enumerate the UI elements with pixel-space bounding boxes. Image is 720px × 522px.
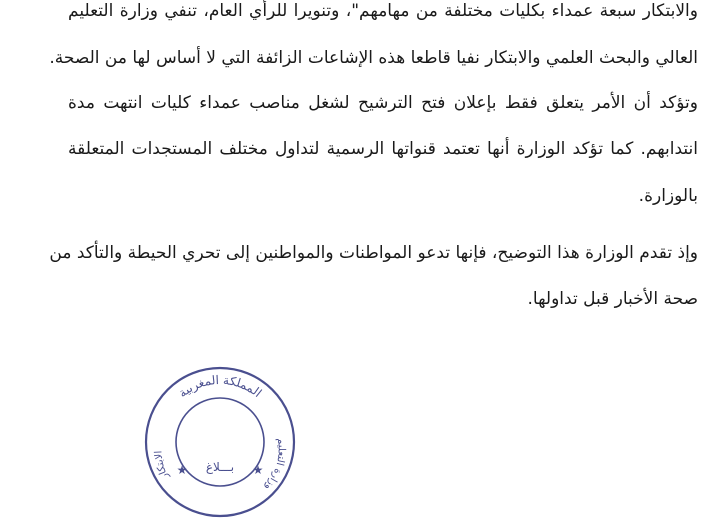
text-line: العالي والبحث العلمي والابتكار نفيا قاطعا هذه الإشاعات الزائفة التي لا أساس لها من الصحة. [49,48,698,68]
stamp-star-right-icon: ★ [252,463,264,477]
text-line: وتؤكد أن الأمر يتعلق فقط بإعلان فتح الترشيح لشغل مناصب عمداء كليات انتهت مدة [68,93,698,113]
text-line: صحة الأخبار قبل تداولها. [527,289,698,309]
official-stamp [140,362,300,522]
text-line: انتدابهم. كما تؤكد الوزارة أنها تعتمد قنواتها الرسمية لتداول مختلف المستجدات المتعلقة [68,139,698,159]
stamp-outer-ring [146,368,294,516]
stamp-top-arc-text: المملكة المغربية [175,372,265,401]
text-line: وإذ تقدم الوزارة هذا التوضيح، فإنها تدعو المواطنات والمواطنين إلى تحري الحيطة والتأكد من [49,243,698,263]
stamp-left-arc-text: الابتكار [153,450,172,481]
stamp-right-arc-text: وزارة التعليم [262,437,287,493]
stamp-star-left-icon: ★ [176,463,188,477]
text-line: بالوزارة. [638,186,698,206]
text-line: والابتكار سبعة عمداء بكليات مختلفة من مهامهم"، وتنويرا للرأي العام، تنفي وزارة التعليم [68,1,698,21]
stamp-center-text: بـــلاغ [205,460,235,474]
